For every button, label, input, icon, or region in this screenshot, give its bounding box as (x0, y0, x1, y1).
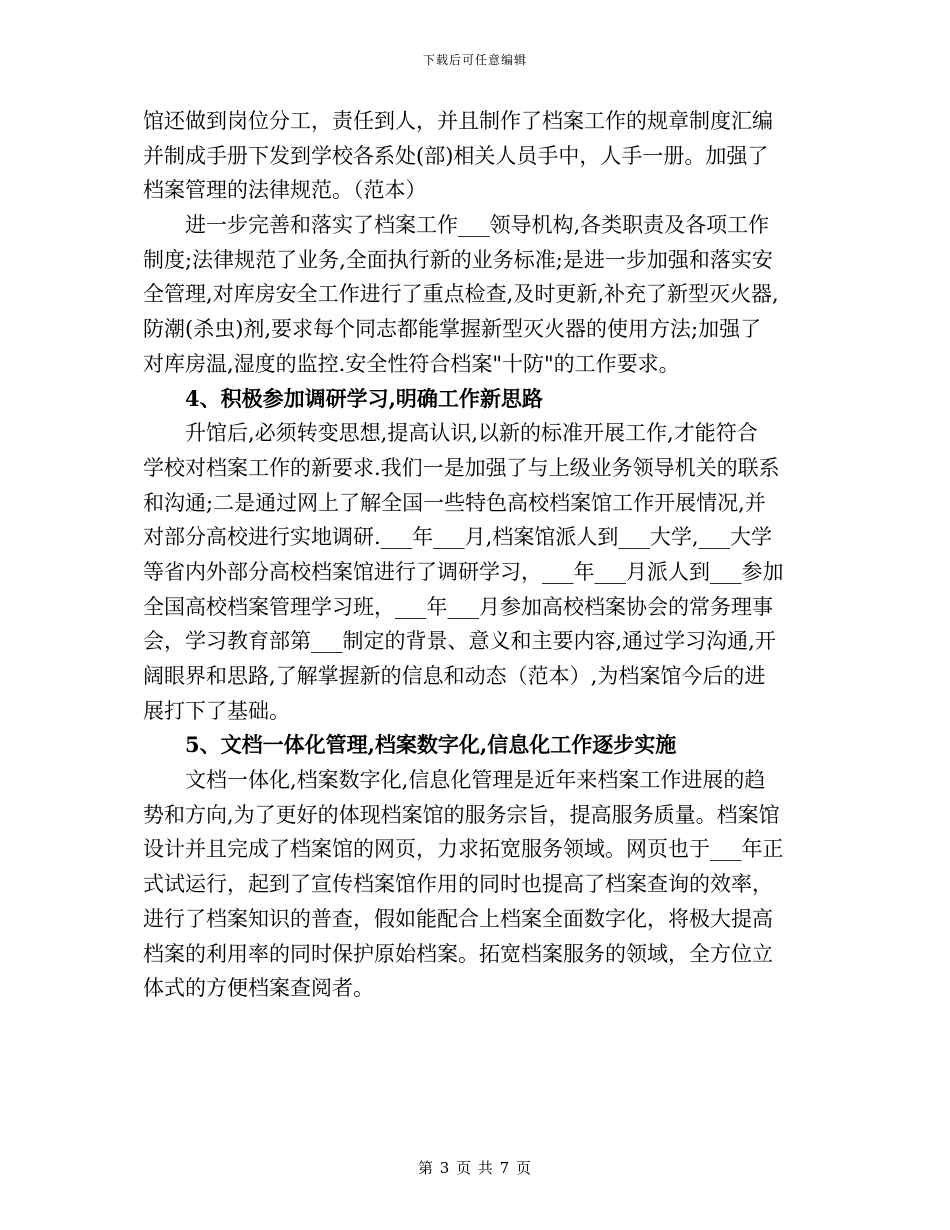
body-line: 全管理,对库房安全工作进行了重点检查,及时更新,补充了新型灭火器, (143, 282, 779, 307)
body-line: 体式的方便档案查阅者。 (143, 976, 374, 1001)
body-line: 防潮(杀虫)剂,要求每个同志都能掌握新型灭火器的使用方法;加强了 (143, 317, 762, 342)
paragraph-start-line: 文档一体化,档案数字化,信息化管理是近年来档案工作进展的趋 (185, 768, 766, 793)
body-line: 档案的利用率的同时保护原始档案。拓宽档案服务的领域，全方位立 (143, 941, 773, 966)
page-header: 下载后可任意编辑 (422, 53, 527, 67)
body-line: 等省内外部分高校档案馆进行了调研学习，___年___月派人到___参加 (143, 559, 784, 584)
body-line: 馆还做到岗位分工，责任到人，并且制作了档案工作的规章制度汇编 (143, 109, 773, 133)
page-footer: 第 3 页 共 7 页 (418, 1159, 532, 1177)
body-line: 进行了档案知识的普查，假如能配合上档案全面数字化，将极大提高 (143, 906, 773, 931)
paragraph-start-line: 进一步完善和落实了档案工作___领导机构,各类职责及各项工作 (185, 213, 770, 238)
body-line: 学校对档案工作的新要求.我们一是加强了与上级业务领导机关的联系 (143, 455, 780, 480)
body-line: 对库房温,湿度的监控.安全性符合档案"十防"的工作要求。 (143, 351, 680, 376)
body-line: 会，学习教育部第___制定的背景、意义和主要内容,通过学习沟通,开 (143, 629, 776, 654)
body-line: 并制成手册下发到学校各系处(部)相关人员手中，人手一册。加强了 (143, 143, 769, 168)
section-heading-5: 5、文档一体化管理,档案数字化,信息化工作逐步实施 (185, 732, 677, 758)
body-line: 档案管理的法律规范。（范本） (143, 178, 427, 203)
body-line: 势和方向,为了更好的体现档案馆的服务宗旨，提高服务质量。档案馆 (143, 802, 780, 827)
section-heading-4: 4、积极参加调研学习,明确工作新思路 (185, 385, 543, 411)
body-line: 全国高校档案管理学习班，___年___月参加高校档案协会的常务理事 (143, 594, 773, 619)
paragraph-start-line: 升馆后,必须转变思想,提高认识,以新的标准开展工作,才能符合 (185, 421, 758, 446)
body-line: 设计并且完成了档案馆的网页，力求拓宽服务领域。网页也于___年正 (143, 837, 784, 862)
body-line: 阔眼界和思路,了解掌握新的信息和动态（范本）,为档案馆今后的进 (143, 664, 766, 688)
body-line: 展打下了基础。 (143, 698, 290, 723)
body-line: 对部分高校进行实地调研.___年___月,档案馆派人到___大学,___大学 (143, 525, 773, 550)
document-body (143, 104, 815, 1006)
body-line: 式试运行，起到了宣传档案馆作用的同时也提高了档案查询的效率， (143, 872, 773, 897)
body-line: 和沟通;二是通过网上了解全国一些特色高校档案馆工作开展情况,并 (143, 490, 766, 515)
body-line: 制度;法律规范了业务,全面执行新的业务标准;是进一步加强和落实安 (143, 247, 773, 272)
